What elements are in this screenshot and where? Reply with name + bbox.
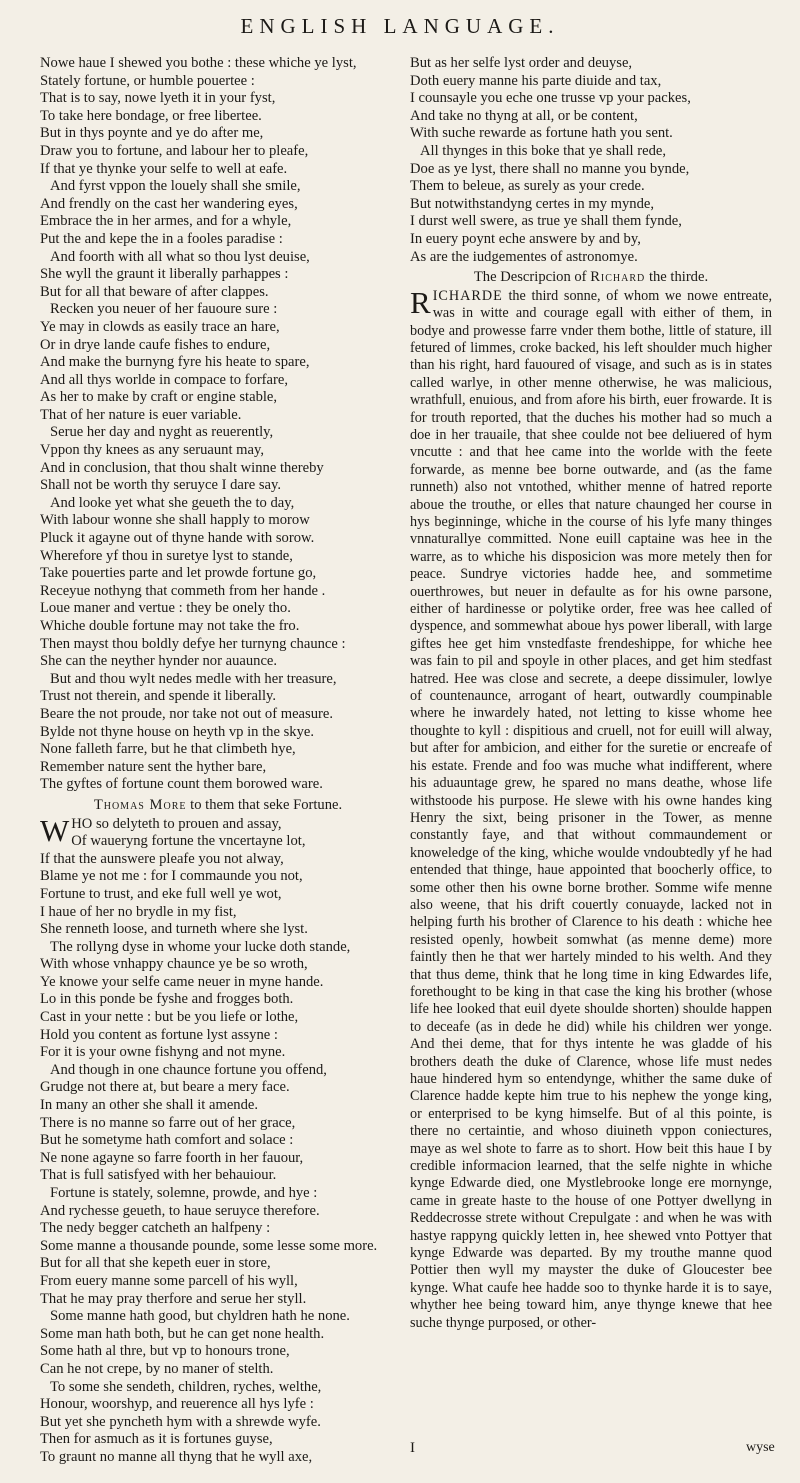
left-column xyxy=(40,55,396,1467)
verse-line: She renneth loose, and turneth where she lyst. xyxy=(40,921,308,938)
verse-line: Trust not therein, and spende it liberally. xyxy=(40,688,277,705)
verse-line: But as her selfe lyst order and deuyse, xyxy=(410,55,633,71)
verse-line: Receyue nothyng that commeth from her hande . xyxy=(40,582,326,599)
verse-line: Can he not crepe, by no maner of stelth. xyxy=(40,1360,274,1377)
verse-line: But yet she pyncheth hym with a shrewde wyfe. xyxy=(40,1413,321,1430)
verse-line: I counsayle you eche one trusse vp your packes, xyxy=(410,90,691,107)
verse-line: That he may pray therfore and serue her styll. xyxy=(40,1290,307,1307)
right-column xyxy=(410,55,772,1332)
verse-line: If that the aunswere pleafe you not alway, xyxy=(40,850,284,867)
verse-line: Some man hath both, but he can get none health. xyxy=(40,1325,325,1342)
verse-line: As are the iudgementes of astronomye. xyxy=(410,248,638,265)
verse-line: Nowe haue I shewed you bothe : these whiche ye lyst, xyxy=(40,55,357,71)
verse-line: With whose vnhappy chaunce ye be so wroth, xyxy=(40,956,308,973)
verse-line: Loue maner and vertue : they be onely tho. xyxy=(40,600,291,617)
verse-line: All thynges in this boke that ye shall rede, xyxy=(420,142,667,159)
verse-line: Blame ye not me : for I commaunde you not, xyxy=(40,868,303,885)
verse-line: Vppon thy knees as any seruaunt may, xyxy=(40,442,264,459)
verse-line: Doth euery manne his parte diuide and tax, xyxy=(410,72,662,89)
section-heading-richard xyxy=(410,269,772,287)
verse-line: To graunt no manne all thyng that he wyll axe, xyxy=(40,1448,313,1465)
verse-line: Whiche double fortune may not take the fro. xyxy=(40,618,300,634)
verse-line: But for all that beware of after clappes. xyxy=(40,283,269,300)
heading-name: Richard xyxy=(590,269,646,286)
verse-line: But for all that she kepeth euer in store, xyxy=(40,1255,271,1272)
verse-line: The gyftes of fortune count them borowed ware. xyxy=(40,776,323,793)
verse-line: And in conclusion, that thou shalt winne thereby xyxy=(40,459,324,476)
section-heading-thomas-more xyxy=(40,797,396,815)
verse-line: But in thys poynte and ye do after me, xyxy=(40,125,264,142)
verse-line: Some manne a thousande pounde, some lesse some more. xyxy=(40,1237,378,1254)
verse-line: She can the neyther hynder nor auaunce. xyxy=(40,653,278,670)
verse-line: Then for asmuch as it is fortunes guyse, xyxy=(40,1431,273,1448)
running-head: ENGLISH LANGUAGE. xyxy=(240,14,560,38)
verse-line: She wyll the graunt it liberally parhappes : xyxy=(40,266,289,283)
prose-body: the third sonne, of whom we nowe entreate, was in witte and courage egall with either of them, in bodye and prowesse farre vnder them bothe, little of stature, ill fetured of limmes, croke backed, his left shoulder much higher than his right, hard fauoured of visage, and such as is in states called warlye, in other menne otherwise, he was malicious, wrathfull, enuious, and from afore his birth, euer frowarde. It is for trouth reported, that the duches his mother had so much a doe in her trauaile, that shee coulde not bee deliuered of hym vncutte : and that hee came into the worlde with the feete forwarde, as menne bee borne outwarde, and (as the fame runneth) also not vntothed, whither menne of hatred reporte aboue the trouthe, or elles that nature chaunged her course in hys beginninge, whiche in the course of his lyfe many thinges vnnaturallye committed. None euill captaine was hee in the warre, as to whiche his disposicion was more metely then for peace. Sundrye victories hadde hee, and sommetime ouerthrowes, but neuer in defaulte as for his owne parsone, either of hardinesse or polytike order, free was hee called of dyspence, and sommewhat aboue hys power liberall, with large giftes hee get him vnstedfaste frendeshippe, for whiche hee was fain to pil and spoyle in other places, and get him stedfast hatred. Hee was close and secrete, a deepe dissimuler, lowlye of countenaunce, arrogant of heart, outwardly coumpinable where he inwardely hated, not letting to kisse whome hee thoughte to kyll : dispitious and cruell, not for euill will alway, but after for ambicion, and either for the suretie or encreafe of his estate. Frende and foo was muche what indifferent, where his aduauntage grew, he spared no mans deathe, whose life withstoode his purpose. He slewe with his owne handes king Henry the sixt, being prisoner in the Tower, as menne constantly faye, and that without commaundement or knoweledge of the king, whiche woulde vndoubtedly yf he had entended that thinge, haue appointed that boocherly office, to some other then his owne borne brother. Somme wife menne also weene, that his drift couertly conuayde, lacked not in helping furth his brother of Clarence to his death : whiche hee resisted openly, howbeit somwhat (as menne deme) more faintly then he that wer hartely minded to his welth. And they that thus deme, think that he long time in king Edwardes life, forethought to be king in that case the king his brother (whose life hee looked that euil dyete shoulde shorten) shoulde happen to deceafe (as in dede he did) while his children wer yonge. And thei deme, that for thys intente he was gladde of his brothers death the duke of Clarence, whose life must nedes haue hindered hym so entendynge, whither the same duke of Clarence hadde kepte him true to his nephew the yonge king, or enterprised to be kyng himselfe. But of al this pointe, is there no certaintie, and whoso diuineth vppon coniectures, maye as wel shote to farre as to short. How beit this haue I by credible informacion learned, that the selfe nighte in whiche kynge Edwarde died, one Mystlebrooke longe ere mornynge, came in greate haste to the house of one Pottyer dwellyng in Reddecrosse strete without Crepulgate : and when he was with hastye rappyng quickly letten in, hee shewed vnto Pottyer that kynge Edwarde was departed. By my trouthe manne quod Pottier then wyll my mayster the duke of Gloucester bee kynge. What caufe hee hadde soo to thynke harde it is to saye, whyther hee being toward him, anye thynge knewe that hee suche thynge purposed, or other- xyxy=(410,287,772,1331)
verse-line: Or in drye lande caufe fishes to endure, xyxy=(40,336,271,353)
verse-line: And rychesse geueth, to haue seruyce therefore. xyxy=(40,1202,320,1219)
verse-line: And frendly on the cast her wandering eyes, xyxy=(40,195,298,212)
heading-author: Thomas More xyxy=(93,796,187,813)
verse-line: Doe as ye lyst, there shall no manne you bynde, xyxy=(410,160,690,177)
verse-line: Ye may in clowds as easily trace an hare, xyxy=(40,318,280,335)
verse-line: HO so delyteth to prouen and assay, xyxy=(71,815,282,832)
poem-seke-fortune xyxy=(40,812,396,1467)
verse-line: Them to beleue, as surely as your crede. xyxy=(410,178,645,195)
verse-line: For it is your owne fishyng and not myne. xyxy=(40,1044,286,1061)
verse-line: I durst well swere, as true ye shall them fynde, xyxy=(410,213,682,230)
heading-title: to them that seke Fortune. xyxy=(190,796,343,813)
verse-line: To take here bondage, or free libertee. xyxy=(40,107,262,124)
verse-line: In euery poynt eche answere by and by, xyxy=(410,230,641,247)
verse-line: Put the and kepe the in a fooles paradise : xyxy=(40,230,283,247)
poem-seke-fortune-lines xyxy=(40,851,396,1467)
verse-line: Honour, woorshyp, and reuerence all hys lyfe : xyxy=(40,1396,314,1413)
verse-line: In many an other she shall it amende. xyxy=(40,1097,259,1114)
verse-line: Draw you to fortune, and labour her to pleafe, xyxy=(40,142,309,159)
verse-line: Fortune is stately, solemne, prowde, and hye : xyxy=(50,1185,318,1201)
verse-line: Remember nature sent the hyther bare, xyxy=(40,758,267,775)
verse-line: Then mayst thou boldly defye her turnyng chaunce : xyxy=(40,635,346,652)
verse-line: Recken you neuer of her fauoure sure : xyxy=(50,301,278,318)
drop-cap-r: R xyxy=(410,284,431,320)
verse-line: Bylde not thyne house on heyth vp in the skye. xyxy=(40,723,315,740)
verse-line: Grudge not there at, but beare a mery face. xyxy=(40,1079,290,1096)
verse-line: Shall not be worth thy seruyce I dare say. xyxy=(40,477,281,494)
verse-line: Stately fortune, or humble pouertee : xyxy=(40,72,255,89)
signature-mark: I xyxy=(410,1440,415,1456)
verse-line: Some manne hath good, but chyldren hath he none. xyxy=(50,1308,350,1325)
verse-line: That is to say, nowe lyeth it in your fyst, xyxy=(40,90,276,107)
verse-line: And all thys worlde in compace to forfare, xyxy=(40,371,289,388)
verse-line: Beare the not proude, nor take not out of measure. xyxy=(40,705,333,722)
verse-line: If that ye thynke your selfe to well at eafe. xyxy=(40,160,288,177)
verse-line: Cast in your nette : but be you liefe or lothe, xyxy=(40,1009,299,1026)
drop-cap-w: W xyxy=(40,812,70,848)
verse-line: Embrace the in her armes, and for a whyle, xyxy=(40,213,292,230)
heading-post: the thirde. xyxy=(648,269,709,286)
verse-line: None falleth farre, but he that climbeth hye, xyxy=(40,741,296,758)
verse-line: But he sometyme hath comfort and solace : xyxy=(40,1132,294,1149)
heading-pre: The Descripcion of xyxy=(473,269,587,286)
verse-line: The nedy begger catcheth an halfpeny : xyxy=(40,1220,271,1237)
verse-line: Pluck it agayne out of thyne hande with sorow. xyxy=(40,530,315,547)
verse-line: But notwithstandyng certes in my mynde, xyxy=(410,195,655,212)
verse-line: Of waueryng fortune the vncertayne lot, xyxy=(71,833,306,850)
verse-line: And make the burnyng fyre his heate to spare, xyxy=(40,354,310,371)
verse-line: And take no thyng at all, or be content, xyxy=(410,107,638,124)
prose-first-word: ICHARDE xyxy=(432,287,503,304)
verse-line: Fortune to trust, and eke full well ye wot, xyxy=(40,885,282,902)
verse-line: Take pouerties parte and let prowde fortune go, xyxy=(40,565,317,582)
verse-line: From euery manne some parcell of his wyll, xyxy=(40,1272,298,1289)
verse-line: With suche rewarde as fortune hath you sent. xyxy=(410,125,673,142)
verse-line: Wherefore yf thou in suretye lyst to stande, xyxy=(40,547,293,564)
verse-line: As her to make by craft or engine stable, xyxy=(40,389,278,406)
verse-line: With labour wonne she shall happly to morow xyxy=(40,512,310,529)
prose-description-richard xyxy=(410,284,772,1332)
catchword: wyse xyxy=(746,1440,775,1455)
verse-line: I haue of her no brydle in my fist, xyxy=(40,903,237,920)
verse-line: To some she sendeth, children, ryches, welthe, xyxy=(50,1378,322,1395)
poem-closing-verses xyxy=(410,55,772,266)
verse-line: And though in one chaunce fortune you offend, xyxy=(50,1061,327,1078)
verse-line: Some hath al thre, but vp to honours trone, xyxy=(40,1343,290,1360)
verse-line: Ne none agayne so farre foorth in her fauour, xyxy=(40,1149,304,1166)
verse-line: That of her nature is euer variable. xyxy=(40,406,242,423)
poem-fortune-verses xyxy=(40,55,396,794)
verse-line: Serue her day and nyght as reuerently, xyxy=(50,424,274,441)
verse-line: Lo in this ponde be fyshe and frogges both. xyxy=(40,991,294,1008)
verse-line: Hold you content as fortune lyst assyne : xyxy=(40,1026,278,1043)
verse-line: And fyrst vppon the louely shall she smile, xyxy=(50,178,301,195)
verse-line: The rollyng dyse in whome your lucke doth stande, xyxy=(50,938,351,955)
verse-line: But and thou wylt nedes medle with her treasure, xyxy=(50,670,337,687)
verse-line: Ye knowe your selfe came neuer in myne hande. xyxy=(40,973,324,990)
verse-line: And foorth with all what so thou lyst deuise, xyxy=(50,248,310,265)
verse-line: That is full satisfyed with her behauiour. xyxy=(40,1167,277,1184)
verse-line: And looke yet what she geueth the to day, xyxy=(50,494,295,511)
verse-line: There is no manne so farre out of her grace, xyxy=(40,1114,296,1131)
